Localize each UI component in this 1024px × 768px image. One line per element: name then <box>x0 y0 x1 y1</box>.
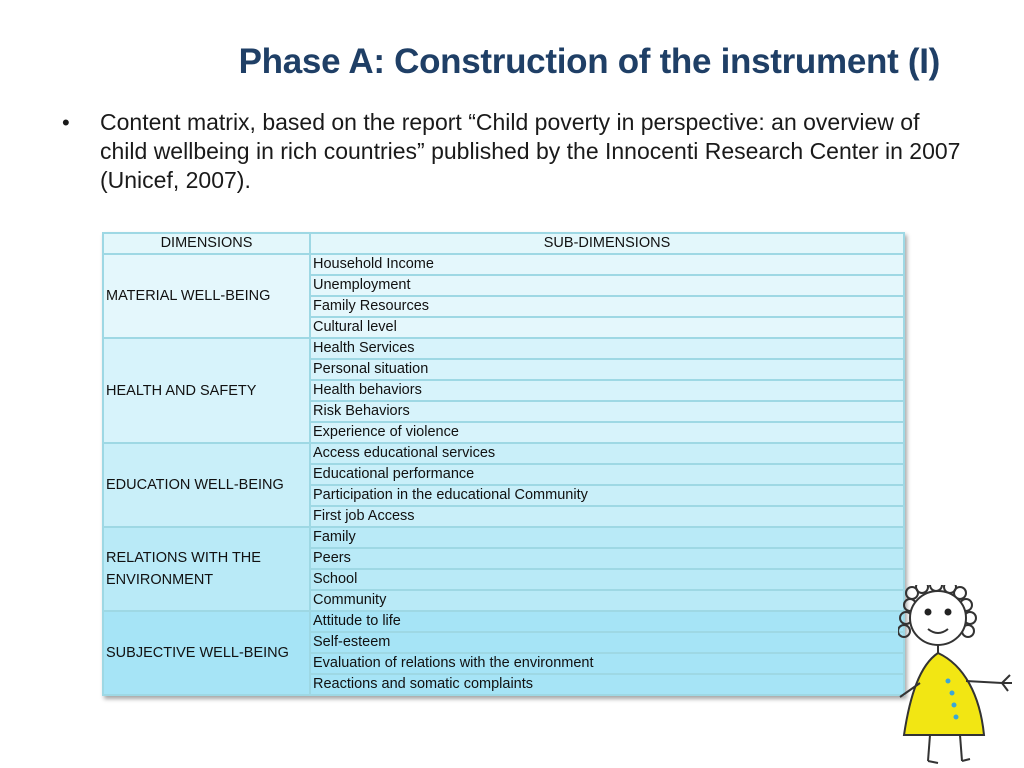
header-sub-dimensions: SUB-DIMENSIONS <box>310 233 904 254</box>
sub-dimension-cell: Educational performance <box>310 464 904 485</box>
dimension-cell: SUBJECTIVE WELL-BEING <box>103 611 310 695</box>
left-leg <box>928 735 930 761</box>
sub-dimension-cell: Evaluation of relations with the environment <box>310 653 904 674</box>
sub-dimension-cell: Family Resources <box>310 296 904 317</box>
sub-dimension-cell: Access educational services <box>310 443 904 464</box>
header-dimensions: DIMENSIONS <box>103 233 310 254</box>
sub-dimension-cell: Household Income <box>310 254 904 275</box>
dimension-cell: HEALTH AND SAFETY <box>103 338 310 443</box>
right-eye <box>945 609 952 616</box>
sub-dimension-cell: Cultural level <box>310 317 904 338</box>
matrix-row <box>103 254 904 275</box>
content-matrix <box>102 232 905 696</box>
dimension-cell: EDUCATION WELL-BEING <box>103 443 310 527</box>
sub-dimension-cell: School <box>310 569 904 590</box>
matrix-row <box>103 611 904 632</box>
slide-title: Phase A: Construction of the instrument (I) <box>238 42 940 81</box>
sub-dimension-cell: Risk Behaviors <box>310 401 904 422</box>
sub-dimension-cell: Peers <box>310 548 904 569</box>
dress <box>904 653 984 735</box>
sub-dimension-cell: Personal situation <box>310 359 904 380</box>
bullet-paragraph <box>62 108 962 195</box>
matrix-header-row <box>103 233 904 254</box>
sub-dimension-cell: Self-esteem <box>310 632 904 653</box>
matrix-body <box>103 254 904 695</box>
face <box>910 591 966 645</box>
matrix-row <box>103 527 904 548</box>
sub-dimension-cell: Unemployment <box>310 275 904 296</box>
sub-dimension-cell: Health behaviors <box>310 380 904 401</box>
sub-dimension-cell: Participation in the educational Community <box>310 485 904 506</box>
matrix-row <box>103 338 904 359</box>
child-drawing-illustration <box>898 585 1018 768</box>
bullet-marker: • <box>62 110 70 135</box>
right-leg <box>960 735 962 761</box>
sub-dimension-cell: Family <box>310 527 904 548</box>
sub-dimension-cell: Attitude to life <box>310 611 904 632</box>
sub-dimension-cell: Community <box>310 590 904 611</box>
matrix-row <box>103 443 904 464</box>
sub-dimension-cell: Experience of violence <box>310 422 904 443</box>
sub-dimension-cell: First job Access <box>310 506 904 527</box>
bullet-text: Content matrix, based on the report “Child poverty in perspective: an overview of child wellbeing in rich countries” published by the Innocenti Research Center in 2007 (Unicef, 2007). <box>100 109 961 193</box>
left-eye <box>925 609 932 616</box>
sub-dimension-cell: Health Services <box>310 338 904 359</box>
matrix-table <box>102 232 905 696</box>
sub-dimension-cell: Reactions and somatic complaints <box>310 674 904 695</box>
dimension-cell: RELATIONS WITH THE ENVIRONMENT <box>103 527 310 611</box>
dimension-cell: MATERIAL WELL-BEING <box>103 254 310 338</box>
